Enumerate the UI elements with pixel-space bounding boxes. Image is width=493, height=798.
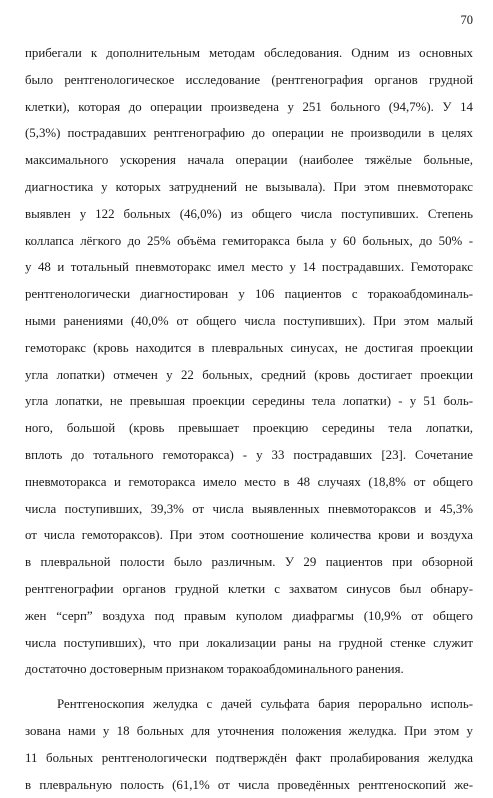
text-line: было рентгенологическое исследование (рентгенография органов грудной	[25, 72, 473, 87]
text-line: Рентгеноскопия желудка с дачей сульфата бария перорально исполь-	[57, 697, 473, 712]
text-line: коллапса лёгкого до 25% объёма гемиторакса была у 60 больных, до 50% -	[25, 233, 473, 248]
text-line: 11 больных рентгенологически подтверждён факт пролабирования желудка	[25, 750, 473, 765]
page-number: 70	[460, 13, 473, 27]
text-line: в плевральной полости было различным. У 29 пациентов при обзорной	[25, 555, 473, 570]
text-line: у 48 и тотальный пневмоторакс имел место у 14 пострадавших. Гемоторакс	[25, 260, 473, 275]
text-line: рентгенографии органов грудной клетки с захватом синусов был обнару-	[25, 581, 473, 596]
text-line: гемоторакс (кровь находится в плевральных синусах, не достигая проекции	[25, 340, 473, 355]
text-line: жен “серп” воздуха под правым куполом диафрагмы (10,9% от общего	[25, 608, 473, 623]
text-line: диагностика у которых затруднений не вызывала). При этом пневмоторакс	[25, 179, 473, 194]
text-line: ными ранениями (40,0% от общего числа поступивших). При этом малый	[25, 313, 473, 328]
text-line: в плевральную полость (61,1% от числа проведённых рентгеноскопий же-	[25, 777, 473, 792]
text-line: рентгенологически диагностирован у 106 пациентов с торакоабдоминаль-	[25, 287, 473, 302]
text-line: угла лопатки) отмечен у 22 больных, средний (кровь достигает проекции	[25, 367, 473, 382]
text-line: выявлен у 122 больных (46,0%) из общего числа поступивших. Степень	[25, 206, 473, 221]
paragraph	[25, 40, 473, 683]
paragraph-gap	[25, 683, 473, 691]
text-line: максимального ускорения начала операции (наиболее тяжёлые больные,	[25, 153, 473, 168]
text-line: (5,3%) пострадавших рентгенографию до операции не производили в целях	[25, 126, 473, 141]
text-line: от числа гемотораксов). При этом соотношение количества крови и воздуха	[25, 528, 473, 543]
text-line: клетки), которая до операции произведена у 251 больного (94,7%). У 14	[25, 99, 473, 114]
text-line: пневмоторакса и гемоторакса имело место в 48 случаях (18,8% от общего	[25, 474, 473, 489]
text-line: вплоть до тотального гемоторакса) - у 33 пострадавших [23]. Сочетание	[25, 447, 473, 462]
paragraph	[25, 691, 473, 798]
text-line: числа поступивших), что при локализации раны на грудной стенке служит	[25, 635, 473, 650]
text-line: зована нами у 18 больных для уточнения положения желудка. При этом у	[25, 723, 473, 738]
text-line: угла лопатки, не превышая проекции середины тела лопатки) - у 51 боль-	[25, 394, 473, 409]
text-line: достаточно достоверным признаком торакоабдоминального ранения.	[25, 662, 404, 677]
text-line: числа поступивших, 39,3% от числа выявленных пневмотораксов и 45,3%	[25, 501, 473, 516]
text-line: ного, большой (кровь превышает проекцию середины тела лопатки,	[25, 421, 473, 436]
body-text	[25, 40, 473, 798]
text-line: прибегали к дополнительным методам обследования. Одним из основных	[25, 46, 473, 60]
